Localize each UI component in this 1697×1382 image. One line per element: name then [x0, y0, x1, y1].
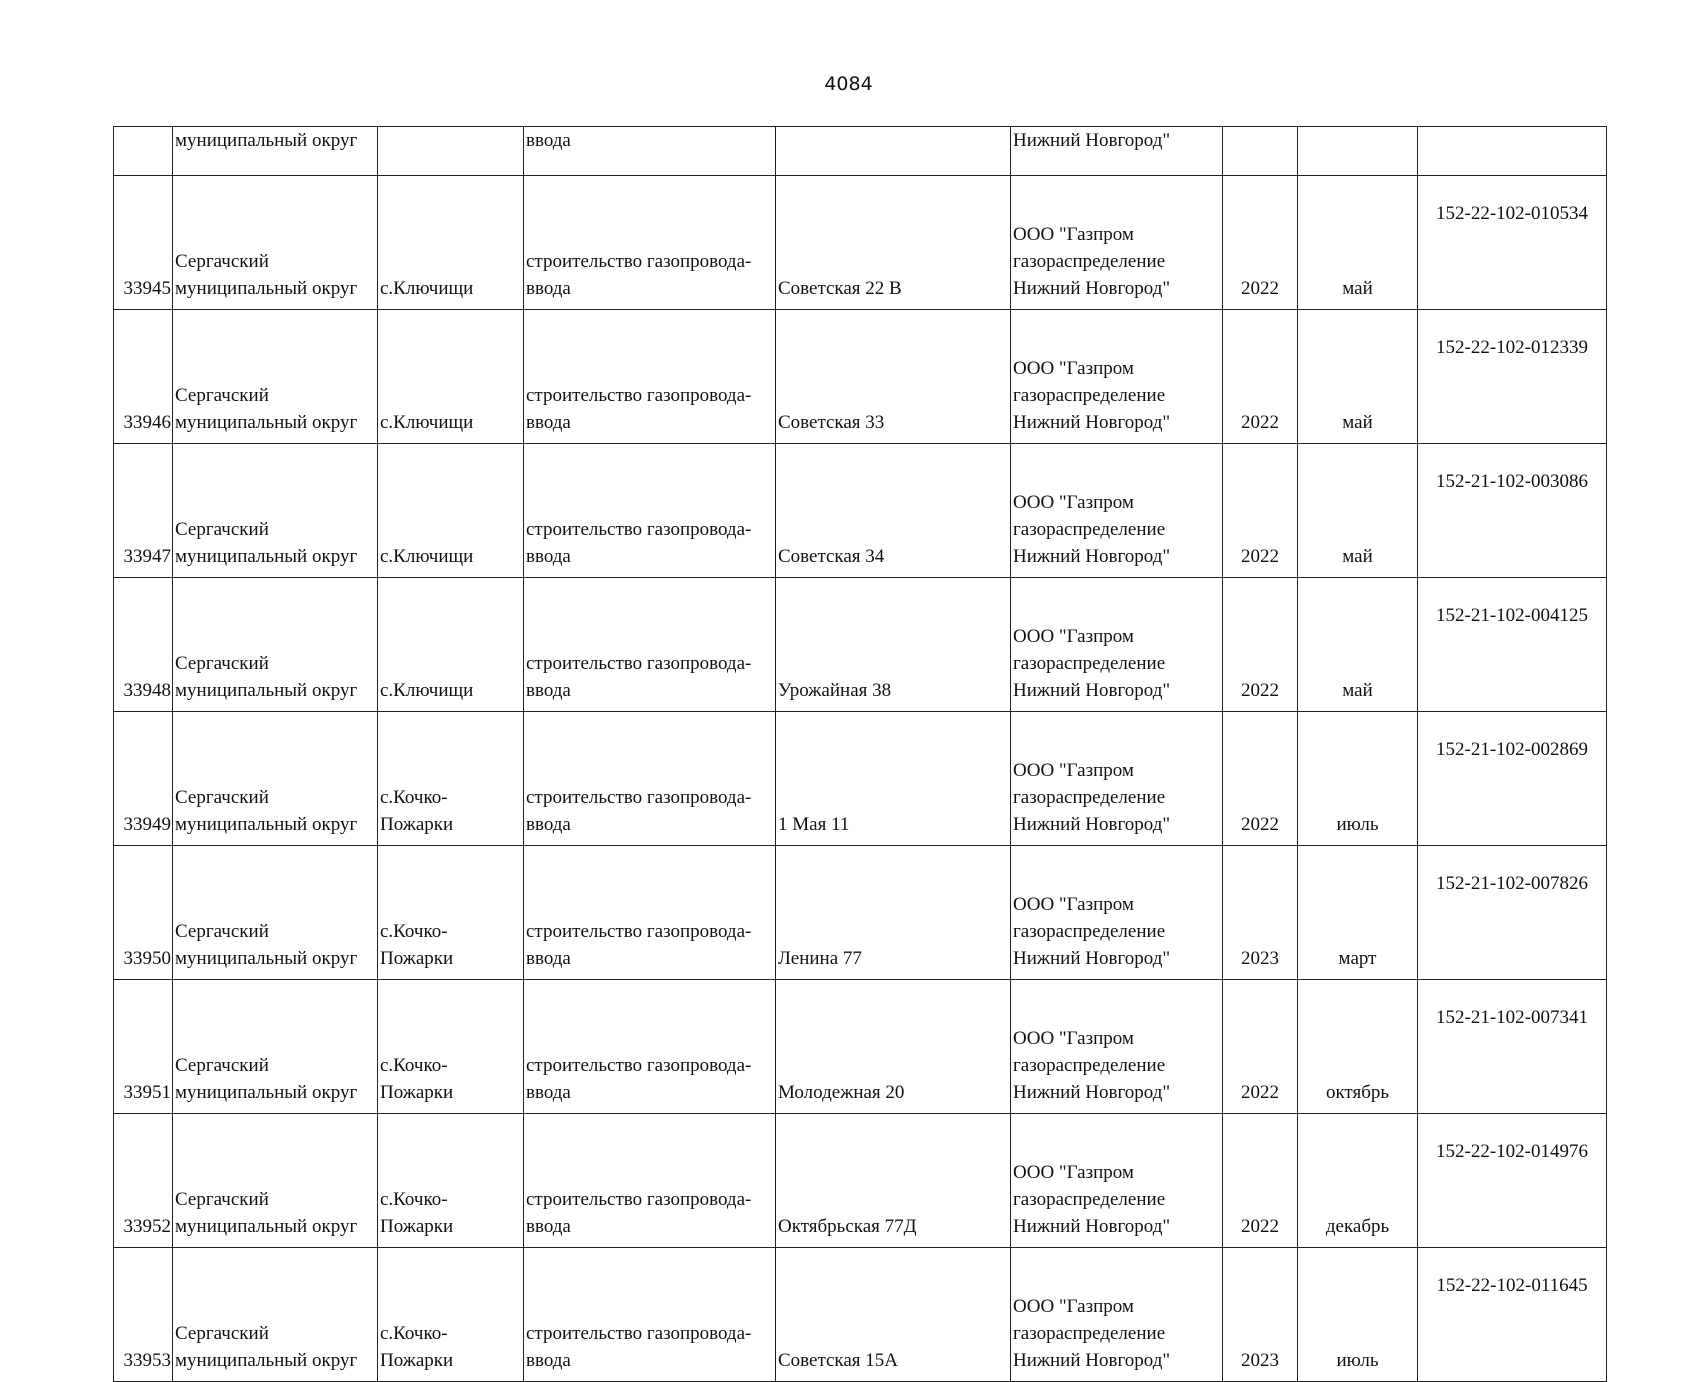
cell-org-text: газораспределение — [1013, 653, 1166, 674]
cell-village-text: с.Ключищи — [380, 680, 474, 701]
cell-village-text: Пожарки — [380, 1350, 454, 1371]
cell-org: Нижний Новгород" — [1011, 127, 1223, 176]
cell-num-text: 33953 — [123, 1350, 171, 1371]
cell-code — [1418, 1248, 1607, 1382]
cell-district-text: муниципальный округ — [175, 680, 358, 701]
cell-village-text: с.Кочко- — [380, 787, 448, 808]
cell-district-text: Сергачский — [175, 1323, 269, 1344]
cell-month-text: июль — [1336, 1350, 1379, 1371]
cell-district-text: муниципальный округ — [175, 1350, 358, 1371]
cell-month — [1298, 712, 1418, 846]
cell-code — [1418, 712, 1607, 846]
cell-district-text: муниципальный округ — [175, 1216, 358, 1237]
cell-code-text: 152-21-102-002869 — [1436, 739, 1588, 760]
cell-code — [1418, 444, 1607, 578]
cell-work — [524, 1114, 776, 1248]
table-row — [114, 1248, 1607, 1382]
cell-num-text: 33949 — [123, 814, 171, 835]
cell-num — [114, 127, 173, 176]
cell-org-text: Нижний Новгород" — [1013, 1350, 1171, 1371]
cell-district — [173, 444, 378, 578]
cell-year — [1223, 980, 1298, 1114]
cell-work: ввода — [524, 127, 776, 176]
cell-month-text: июль — [1336, 814, 1379, 835]
cell-village-text: с.Кочко- — [380, 1055, 448, 1076]
cell-org-text: газораспределение — [1013, 385, 1166, 406]
cell-district-text: Сергачский — [175, 1055, 269, 1076]
cell-org — [1011, 444, 1223, 578]
cell-code — [1418, 846, 1607, 980]
cell-work-text: строительство газопровода- — [526, 251, 752, 272]
cell-work-text: строительство газопровода- — [526, 1189, 752, 1210]
cell-num — [114, 1114, 173, 1248]
cell-address-text: 1 Мая 11 — [778, 814, 850, 835]
cell-work-text: ввода — [526, 1350, 571, 1371]
cell-year-text: 2022 — [1241, 546, 1279, 567]
cell-org-text: газораспределение — [1013, 519, 1166, 540]
cell-org-text: газораспределение — [1013, 921, 1166, 942]
cell-work-text: ввода — [526, 546, 571, 567]
cell-village — [378, 980, 524, 1114]
cell-year — [1223, 712, 1298, 846]
cell-address — [776, 980, 1011, 1114]
cell-address — [776, 310, 1011, 444]
table-row — [114, 310, 1607, 444]
cell-month — [1298, 1248, 1418, 1382]
cell-year-text: 2023 — [1241, 948, 1279, 969]
cell-district — [173, 1114, 378, 1248]
cell-num — [114, 846, 173, 980]
cell-work-text: строительство газопровода- — [526, 653, 752, 674]
cell-district-text: Сергачский — [175, 251, 269, 272]
cell-code-text: 152-21-102-007341 — [1436, 1007, 1588, 1028]
cell-org — [1011, 176, 1223, 310]
cell-month-text: май — [1342, 412, 1373, 433]
cell-num-text: 33947 — [123, 546, 171, 567]
cell-address-text: Советская 33 — [778, 412, 885, 433]
cell-year-text: 2022 — [1241, 814, 1279, 835]
cell-year-text: 2022 — [1241, 1082, 1279, 1103]
cell-village-text: Пожарки — [380, 1082, 454, 1103]
cell-work-text: строительство газопровода- — [526, 787, 752, 808]
cell-district-text: Сергачский — [175, 653, 269, 674]
cell-district-text: муниципальный округ — [175, 1082, 358, 1103]
cell-district — [173, 1248, 378, 1382]
cell-village — [378, 310, 524, 444]
table-row — [114, 980, 1607, 1114]
cell-org — [1011, 1248, 1223, 1382]
cell-address — [776, 712, 1011, 846]
cell-org-text: Нижний Новгород" — [1013, 680, 1171, 701]
cell-work-text: строительство газопровода- — [526, 921, 752, 942]
cell-year — [1223, 310, 1298, 444]
cell-num-text: 33948 — [123, 680, 171, 701]
table-body — [114, 127, 1607, 1382]
cell-code — [1418, 176, 1607, 310]
cell-address-text: Октябрьская 77Д — [778, 1216, 917, 1237]
cell-year — [1223, 1248, 1298, 1382]
cell-village-text: Пожарки — [380, 1216, 454, 1237]
cell-num-text: 33946 — [123, 412, 171, 433]
cell-month-text: май — [1342, 680, 1373, 701]
cell-org-text: Нижний Новгород" — [1013, 814, 1171, 835]
cell-year-text: 2022 — [1241, 278, 1279, 299]
cell-work — [524, 444, 776, 578]
cell-month — [1298, 1114, 1418, 1248]
cell-address — [776, 578, 1011, 712]
cell-work-text: строительство газопровода- — [526, 1055, 752, 1076]
table-row — [114, 712, 1607, 846]
cell-org-text: ООО "Газпром — [1013, 358, 1134, 379]
cell-village-text: Пожарки — [380, 948, 454, 969]
cell-work-text: ввода — [526, 412, 571, 433]
cell-work-text: ввода — [526, 680, 571, 701]
cell-village-text: с.Кочко- — [380, 1189, 448, 1210]
table-row — [114, 176, 1607, 310]
cell-org — [1011, 980, 1223, 1114]
cell-village — [378, 846, 524, 980]
table-row — [114, 578, 1607, 712]
cell-district-text: Сергачский — [175, 519, 269, 540]
cell-org-text: ООО "Газпром — [1013, 626, 1134, 647]
cell-org-text: газораспределение — [1013, 787, 1166, 808]
cell-org-text: ООО "Газпром — [1013, 1028, 1134, 1049]
cell-code-text: 152-22-102-014976 — [1436, 1141, 1588, 1162]
cell-district-text: муниципальный округ — [175, 814, 358, 835]
cell-month — [1298, 980, 1418, 1114]
cell-code-text: 152-22-102-012339 — [1436, 337, 1588, 358]
table-row — [114, 444, 1607, 578]
cell-district-text: Сергачский — [175, 385, 269, 406]
cell-code — [1418, 1114, 1607, 1248]
cell-year-text: 2023 — [1241, 1350, 1279, 1371]
cell-month-text: май — [1342, 278, 1373, 299]
cell-work — [524, 578, 776, 712]
cell-address — [776, 127, 1011, 176]
cell-num-text: 33952 — [123, 1216, 171, 1237]
cell-village — [378, 176, 524, 310]
cell-district — [173, 310, 378, 444]
cell-code — [1418, 127, 1607, 176]
cell-work — [524, 176, 776, 310]
cell-address — [776, 846, 1011, 980]
cell-district — [173, 176, 378, 310]
cell-address — [776, 176, 1011, 310]
cell-district — [173, 980, 378, 1114]
cell-work-text: ввода — [526, 278, 571, 299]
cell-work-text: ввода — [526, 948, 571, 969]
cell-district — [173, 712, 378, 846]
cell-district-text: Сергачский — [175, 787, 269, 808]
cell-year — [1223, 444, 1298, 578]
cell-month — [1298, 578, 1418, 712]
cell-village — [378, 1114, 524, 1248]
cell-org-text: газораспределение — [1013, 1055, 1166, 1076]
cell-work — [524, 980, 776, 1114]
cell-year — [1223, 1114, 1298, 1248]
cell-org-text: ООО "Газпром — [1013, 224, 1134, 245]
cell-village-text: с.Кочко- — [380, 1323, 448, 1344]
cell-org — [1011, 846, 1223, 980]
cell-org-text: газораспределение — [1013, 251, 1166, 272]
cell-address — [776, 444, 1011, 578]
cell-code — [1418, 980, 1607, 1114]
cell-address-text: Советская 22 В — [778, 278, 902, 299]
cell-address — [776, 1114, 1011, 1248]
cell-num — [114, 712, 173, 846]
cell-address-text: Советская 15А — [778, 1350, 899, 1371]
cell-year — [1223, 176, 1298, 310]
cell-code-text: 152-22-102-010534 — [1436, 203, 1588, 224]
cell-district-text: муниципальный округ — [175, 948, 358, 969]
cell-village — [378, 578, 524, 712]
cell-org-text: Нижний Новгород" — [1013, 546, 1171, 567]
cell-num-text: 33951 — [123, 1082, 171, 1103]
table-row — [114, 1114, 1607, 1248]
cell-num-text: 33945 — [123, 278, 171, 299]
cell-address-text: Советская 34 — [778, 546, 885, 567]
cell-org-text: ООО "Газпром — [1013, 760, 1134, 781]
cell-district: муниципальный округ — [173, 127, 378, 176]
cell-district — [173, 846, 378, 980]
cell-work-text: ввода — [526, 1082, 571, 1103]
cell-work-text: строительство газопровода- — [526, 519, 752, 540]
cell-district — [173, 578, 378, 712]
cell-org — [1011, 578, 1223, 712]
cell-year-text: 2022 — [1241, 1216, 1279, 1237]
cell-org — [1011, 712, 1223, 846]
cell-address — [776, 1248, 1011, 1382]
table-row — [114, 846, 1607, 980]
cell-org-text: ООО "Газпром — [1013, 492, 1134, 513]
cell-org — [1011, 310, 1223, 444]
table-row-continued — [114, 127, 1607, 176]
cell-village-text: с.Ключищи — [380, 546, 474, 567]
cell-month-text: октябрь — [1325, 1082, 1390, 1103]
cell-village — [378, 1248, 524, 1382]
cell-year — [1223, 127, 1298, 176]
cell-org-text: ООО "Газпром — [1013, 1296, 1134, 1317]
cell-village-text: Пожарки — [380, 814, 454, 835]
cell-month — [1298, 127, 1418, 176]
cell-num — [114, 578, 173, 712]
cell-num — [114, 444, 173, 578]
cell-village-text: с.Кочко- — [380, 921, 448, 942]
cell-code — [1418, 578, 1607, 712]
cell-month — [1298, 444, 1418, 578]
cell-work — [524, 1248, 776, 1382]
cell-org-text: Нижний Новгород" — [1013, 948, 1171, 969]
cell-month — [1298, 176, 1418, 310]
cell-org-text: газораспределение — [1013, 1323, 1166, 1344]
cell-year — [1223, 578, 1298, 712]
cell-work-text: строительство газопровода- — [526, 1323, 752, 1344]
cell-district-text: муниципальный округ — [175, 278, 358, 299]
cell-village — [378, 127, 524, 176]
cell-year-text: 2022 — [1241, 680, 1279, 701]
cell-month-text: март — [1338, 948, 1377, 969]
cell-month-text: май — [1342, 546, 1373, 567]
cell-year — [1223, 846, 1298, 980]
cell-num-text: 33950 — [123, 948, 171, 969]
cell-district-text: Сергачский — [175, 1189, 269, 1210]
cell-org-text: газораспределение — [1013, 1189, 1166, 1210]
cell-org-text: ООО "Газпром — [1013, 1162, 1134, 1183]
cell-code-text: 152-21-102-004125 — [1436, 605, 1588, 626]
cell-org-text: Нижний Новгород" — [1013, 1216, 1171, 1237]
cell-work — [524, 310, 776, 444]
cell-num — [114, 310, 173, 444]
cell-work-text: строительство газопровода- — [526, 385, 752, 406]
cell-org — [1011, 1114, 1223, 1248]
cell-code — [1418, 310, 1607, 444]
cell-org-text: Нижний Новгород" — [1013, 1082, 1171, 1103]
cell-org-text: ООО "Газпром — [1013, 894, 1134, 915]
cell-village-text: с.Ключищи — [380, 412, 474, 433]
cell-district-text: Сергачский — [175, 921, 269, 942]
cell-org-text: Нижний Новгород" — [1013, 412, 1171, 433]
cell-village — [378, 444, 524, 578]
cell-district-text: муниципальный округ — [175, 412, 358, 433]
cell-village — [378, 712, 524, 846]
cell-code-text: 152-21-102-003086 — [1436, 471, 1588, 492]
registry-table — [113, 126, 1607, 1382]
cell-district-text: муниципальный округ — [175, 546, 358, 567]
cell-work-text: ввода — [526, 814, 571, 835]
cell-code-text: 152-22-102-011645 — [1436, 1275, 1588, 1296]
cell-village-text: с.Ключищи — [380, 278, 474, 299]
cell-org-text: Нижний Новгород" — [1013, 278, 1171, 299]
cell-month — [1298, 846, 1418, 980]
cell-month-text: декабрь — [1325, 1216, 1390, 1237]
cell-num — [114, 176, 173, 310]
cell-num — [114, 980, 173, 1114]
page-number: 4084 — [824, 73, 873, 95]
cell-address-text: Молодежная 20 — [778, 1082, 905, 1103]
cell-work — [524, 846, 776, 980]
cell-work-text: ввода — [526, 1216, 571, 1237]
cell-num — [114, 1248, 173, 1382]
cell-work — [524, 712, 776, 846]
cell-month — [1298, 310, 1418, 444]
cell-year-text: 2022 — [1241, 412, 1279, 433]
cell-address-text: Ленина 77 — [778, 948, 862, 969]
cell-address-text: Урожайная 38 — [778, 680, 892, 701]
cell-code-text: 152-21-102-007826 — [1436, 873, 1588, 894]
